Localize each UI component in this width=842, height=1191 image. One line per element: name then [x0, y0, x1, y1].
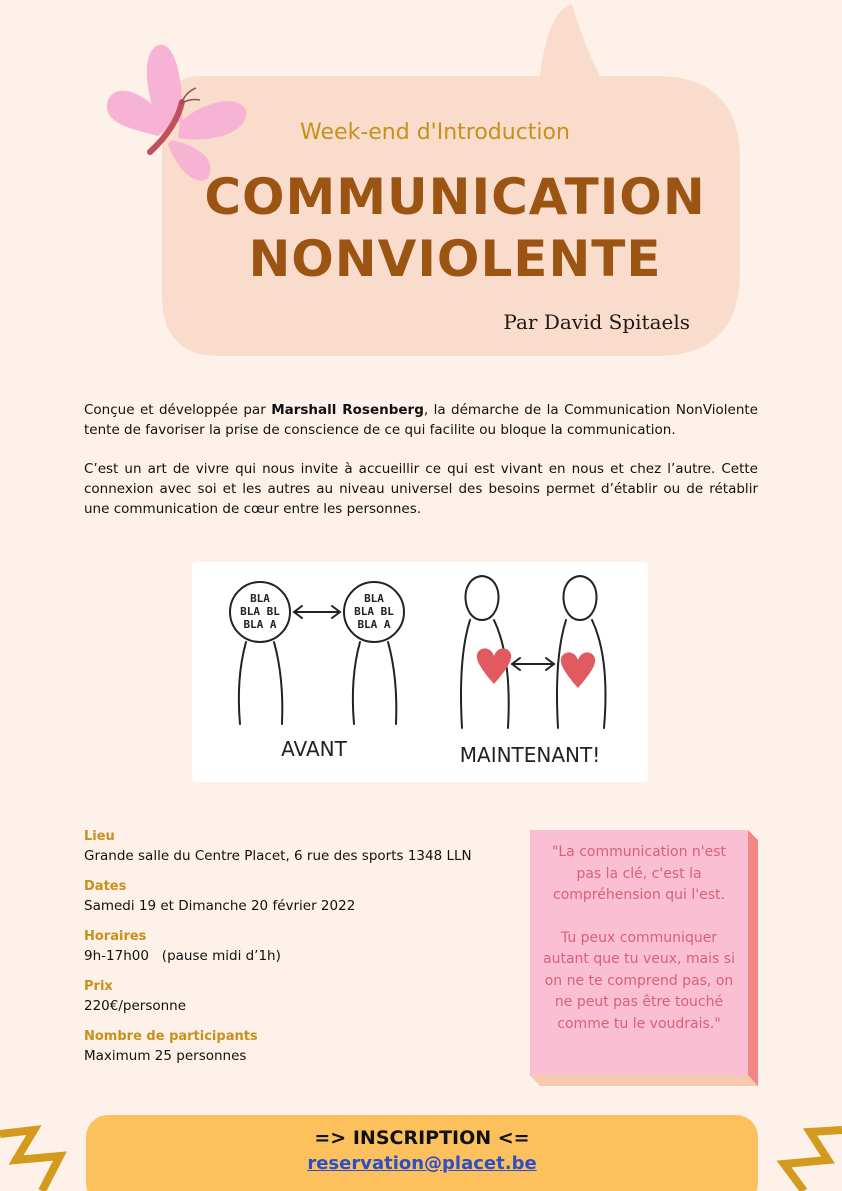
bla-text: BLA A — [357, 618, 391, 631]
bla-text: BLA BL — [240, 605, 280, 618]
founder-name: Marshall Rosenberg — [271, 402, 424, 418]
price-value: 220€/personne — [84, 998, 187, 1014]
participants-label: Nombre de participants — [84, 1029, 258, 1044]
event-details — [84, 828, 514, 1078]
quote-box — [530, 830, 760, 1086]
event-title — [160, 166, 750, 290]
participants-item — [84, 1028, 514, 1066]
bla-text: BLA A — [243, 618, 277, 631]
label-before: AVANT — [281, 737, 347, 761]
location-value: Grande salle du Centre Placet, 6 rue des sports 1348 LLN — [84, 848, 472, 864]
dates-value: Samedi 19 et Dimanche 20 février 2022 — [84, 898, 356, 914]
registration-title: => INSCRIPTION <= — [314, 1127, 530, 1149]
intro-paragraph-2: C’est un art de vivre qui nous invite à accueillir ce qui est vivant en nous et chez l’autre. Cette connexion avec soi et les autres au niveau universel des besoins permet d’établir ou de rétablir une communication de cœur entre les personnes. — [84, 461, 758, 517]
before-after-illustration — [190, 558, 650, 786]
location-label: Lieu — [84, 829, 115, 844]
dates-label: Dates — [84, 879, 127, 894]
intro-text — [84, 400, 758, 538]
event-title-line2: NONVIOLENTE — [248, 230, 662, 288]
event-author: Par David Spitaels — [503, 310, 690, 334]
hours-label: Horaires — [84, 929, 147, 944]
zigzag-decoration-right — [770, 1120, 842, 1191]
quote-part-2: Tu peux communiquer autant que tu veux, mais si on ne te comprend pas, on ne peut pas être touché comme tu le voudrais." — [543, 929, 735, 1032]
event-title-line1: COMMUNICATION — [204, 168, 706, 226]
event-subtitle: Week-end d'Introduction — [300, 120, 570, 145]
bla-text: BLA BL — [354, 605, 394, 618]
intro-p1-text-end: , la démarche de la Communication NonViolente tente de favoriser la prise de conscience de ce qui facilite ou bloque la communication. — [84, 402, 758, 438]
quote-text — [530, 830, 748, 1075]
bla-text: BLA — [250, 592, 270, 605]
intro-p1-text: Conçue et développée par — [84, 402, 272, 418]
price-item — [84, 978, 514, 1016]
dates-item — [84, 878, 514, 916]
location-item — [84, 828, 514, 866]
participants-value: Maximum 25 personnes — [84, 1048, 247, 1064]
price-label: Prix — [84, 979, 113, 994]
hours-item — [84, 928, 514, 966]
quote-part-1: "La communication n'est pas la clé, c'est la compréhension qui l'est. — [551, 844, 727, 903]
registration-banner — [86, 1115, 758, 1191]
bla-text: BLA — [364, 592, 384, 605]
zigzag-decoration-left — [0, 1120, 80, 1191]
registration-email-link[interactable]: reservation@placet.be — [307, 1153, 537, 1174]
hours-value: 9h-17h00 (pause midi d’1h) — [84, 948, 281, 964]
label-after: MAINTENANT! — [459, 743, 601, 767]
intro-paragraph-1 — [84, 400, 758, 440]
